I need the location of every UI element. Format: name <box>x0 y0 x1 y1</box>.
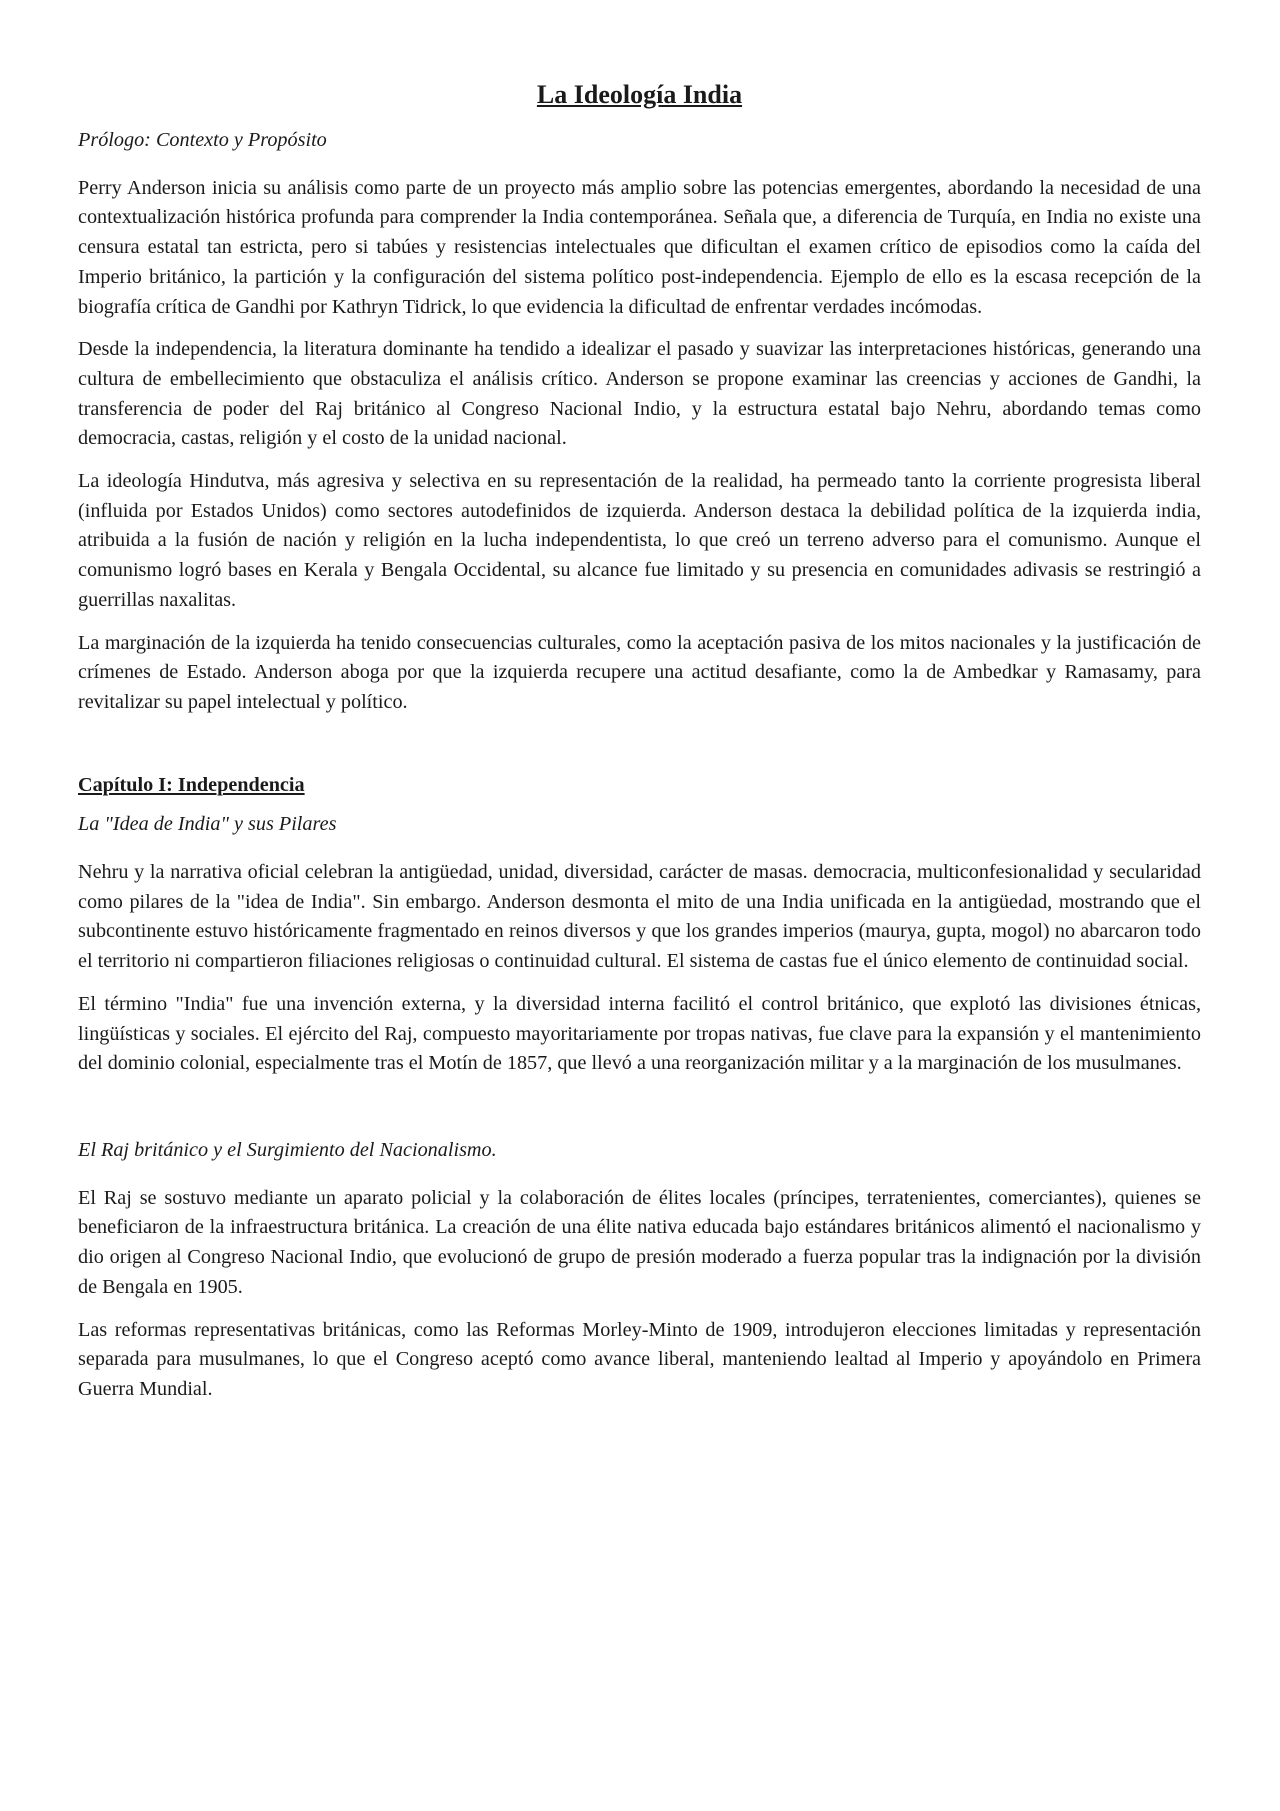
section-spacer <box>78 731 1201 771</box>
chapter-paragraph-1: Nehru y la narrativa oficial celebran la antigüedad, unidad, diversidad, carácter de masas. democracia, multiconfesionalidad y secularidad como pilares de la "idea de India". Sin embargo. Anderson desmonta el mito de una India unificada en la antigüedad, mostrando que el subcontinente estuvo históricamente fragmentado en reinos diversos y que los grandes imperios (maurya, gupta, mogol) no abarcaron todo el territorio ni compartieron filiaciones religiosas o continuidad cultural. El sistema de castas fue el único elemento de continuidad social. <box>78 861 1201 973</box>
section-spacer <box>78 1092 1201 1136</box>
chapter-paragraph-3: El Raj se sostuvo mediante un aparato policial y la colaboración de élites locales (príncipes, terratenientes, comerciantes), quienes se beneficiaron de la infraestructura británica. La creación de una élite nativa educada bajo estándares británicos alimentó el nacionalismo y dio origen al Congreso Nacional Indio, que evolucionó de grupo de presión moderado a fuerza popular tras la indignación por la división de Bengala en 1905. <box>78 1186 1201 1298</box>
chapter-paragraph-4: Las reformas representativas británicas, como las Reformas Morley-Minto de 1909, introdujeron elecciones limitadas y representación separada para musulmanes, lo que el Congreso aceptó como avance liberal, manteniendo lealtad al Imperio y apoyándolo en Primera Guerra Mundial. <box>78 1318 1201 1400</box>
chapter-heading: Capítulo I: Independencia <box>78 773 305 796</box>
section-subtitle-raj-britanico: El Raj británico y el Surgimiento del Nacionalismo. <box>78 1138 497 1161</box>
prologue-paragraph-1: Perry Anderson inicia su análisis como parte de un proyecto más amplio sobre las potencias emergentes, abordando la necesidad de una contextualización histórica profunda para comprender la India contemporánea. Señala que, a diferencia de Turquía, en India no existe una censura estatal tan estricta, pero si tabúes y resistencias intelectuales que dificultan el examen crítico de episodios como la caída del Imperio británico, la partición y la configuración del sistema político post-independencia. Ejemplo de ello es la escasa recepción de la biografía crítica de Gandhi por Kathryn Tidrick, lo que evidencia la dificultad de enfrentar verdades incómodas. <box>78 176 1201 318</box>
prologue-paragraph-3: La ideología Hindutva, más agresiva y selectiva en su representación de la realidad, ha permeado tanto la corriente progresista liberal (influida por Estados Unidos) como sectores autodefinidos de izquierda. Anderson destaca la debilidad política de la izquierda india, atribuida a la fusión de nación y religión en la lucha independentista, lo que creó un terreno adverso para el comunismo. Aunque el comunismo logró bases en Kerala y Bengala Occidental, su alcance fue limitado y su presencia en comunidades adivasis se restringió a guerrillas naxalitas. <box>78 470 1201 611</box>
section-subtitle-idea-de-india: La "Idea de India" y sus Pilares <box>78 813 337 836</box>
prologue-paragraph-2: Desde la independencia, la literatura dominante ha tendido a idealizar el pasado y suavizar las interpretaciones históricas, generando una cultura de embellecimiento que obstaculiza el análisis crítico. Anderson se propone examinar las creencias y acciones de Gandhi, la transferencia de poder del Raj británico al Congreso Nacional Indio, y la estructura estatal bajo Nehru, abordando temas como democracia, castas, religión y el costo de la unidad nacional. <box>78 338 1201 450</box>
document-title: La Ideología India <box>536 80 743 109</box>
prologue-paragraph-4: La marginación de la izquierda ha tenido consecuencias culturales, como la aceptación pasiva de los mitos nacionales y la justificación de crímenes de Estado. Anderson aboga por que la izquierda recupere una actitud desafiante, como la de Ambedkar y Ramasamy, para revitalizar su papel intelectual y político. <box>78 631 1201 713</box>
prologue-subtitle: Prólogo: Contexto y Propósito <box>78 129 327 151</box>
chapter-paragraph-2: El término "India" fue una invención externa, y la diversidad interna facilitó el control británico, que explotó las divisiones étnicas, lingüísticas y sociales. El ejército del Raj, compuesto mayoritariamente por tropas nativas, fue clave para la expansión y el mantenimiento del dominio colonial, especialmente tras el Motín de 1857, que llevó a una reorganización militar y a la marginación de los musulmanes. <box>78 992 1201 1075</box>
